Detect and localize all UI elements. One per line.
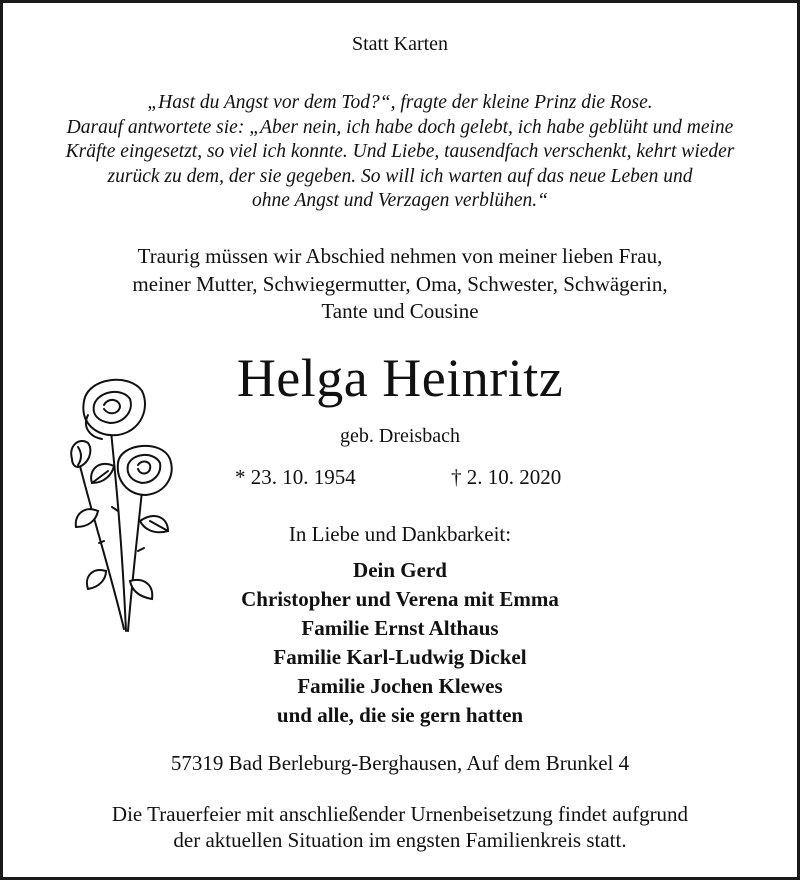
mourner-entry: Dein Gerd [353, 558, 447, 582]
intro-line: Tante und Cousine [321, 299, 479, 323]
mourner-entry: Familie Jochen Klewes [297, 674, 503, 698]
mourners-list [3, 556, 797, 730]
mourner-entry: Familie Ernst Althaus [301, 616, 499, 640]
intro-line: meiner Mutter, Schwiegermutter, Oma, Schwester, Schwägerin, [132, 271, 668, 296]
ceremony-notice [3, 801, 797, 853]
header-text: Statt Karten [351, 33, 449, 55]
quote-line: „Hast du Angst vor dem Tod?“, fragte der kleine Prinz die Rose. [147, 92, 653, 113]
quote-line: ohne Angst und Verzagen verblühen.“ [252, 190, 548, 211]
quote-line: Kräfte eingesetzt, so viel ich konnte. Und Liebe, tausendfach verschenkt, kehrt wieder [65, 141, 735, 162]
ceremony-line: der aktuellen Situation im engsten Familienkreis statt. [173, 828, 627, 852]
address-line: 57319 Bad Berleburg-Berghausen, Auf dem Brunkel 4 [170, 751, 630, 775]
mourner-entry: Familie Karl-Ludwig Dickel [273, 645, 527, 669]
quote-line: zurück zu dem, der sie gegeben. So will ich warten auf das neue Leben und [107, 165, 693, 187]
ceremony-line: Die Trauerfeier mit anschließender Urnenbeisetzung findet aufgrund [111, 802, 689, 826]
birth-date: * 23. 10. 1954 [235, 465, 356, 489]
thanks-line: In Liebe und Dankbarkeit: [288, 522, 512, 546]
quote-line: Darauf antwortete sie: „Aber nein, ich habe doch gelebt, ich habe geblüht und meine [66, 116, 734, 138]
intro-block [3, 243, 797, 326]
quote-block [3, 91, 797, 214]
mourner-entry: und alle, die sie gern hatten [276, 703, 524, 727]
mourner-entry: Christopher und Verena mit Emma [241, 587, 559, 611]
deceased-name: Helga Heinritz [236, 348, 564, 408]
death-date: † 2. 10. 2020 [451, 465, 562, 489]
maiden-name: geb. Dreisbach [340, 425, 460, 447]
intro-line: Traurig müssen wir Abschied nehmen von meiner lieben Frau, [137, 244, 663, 268]
